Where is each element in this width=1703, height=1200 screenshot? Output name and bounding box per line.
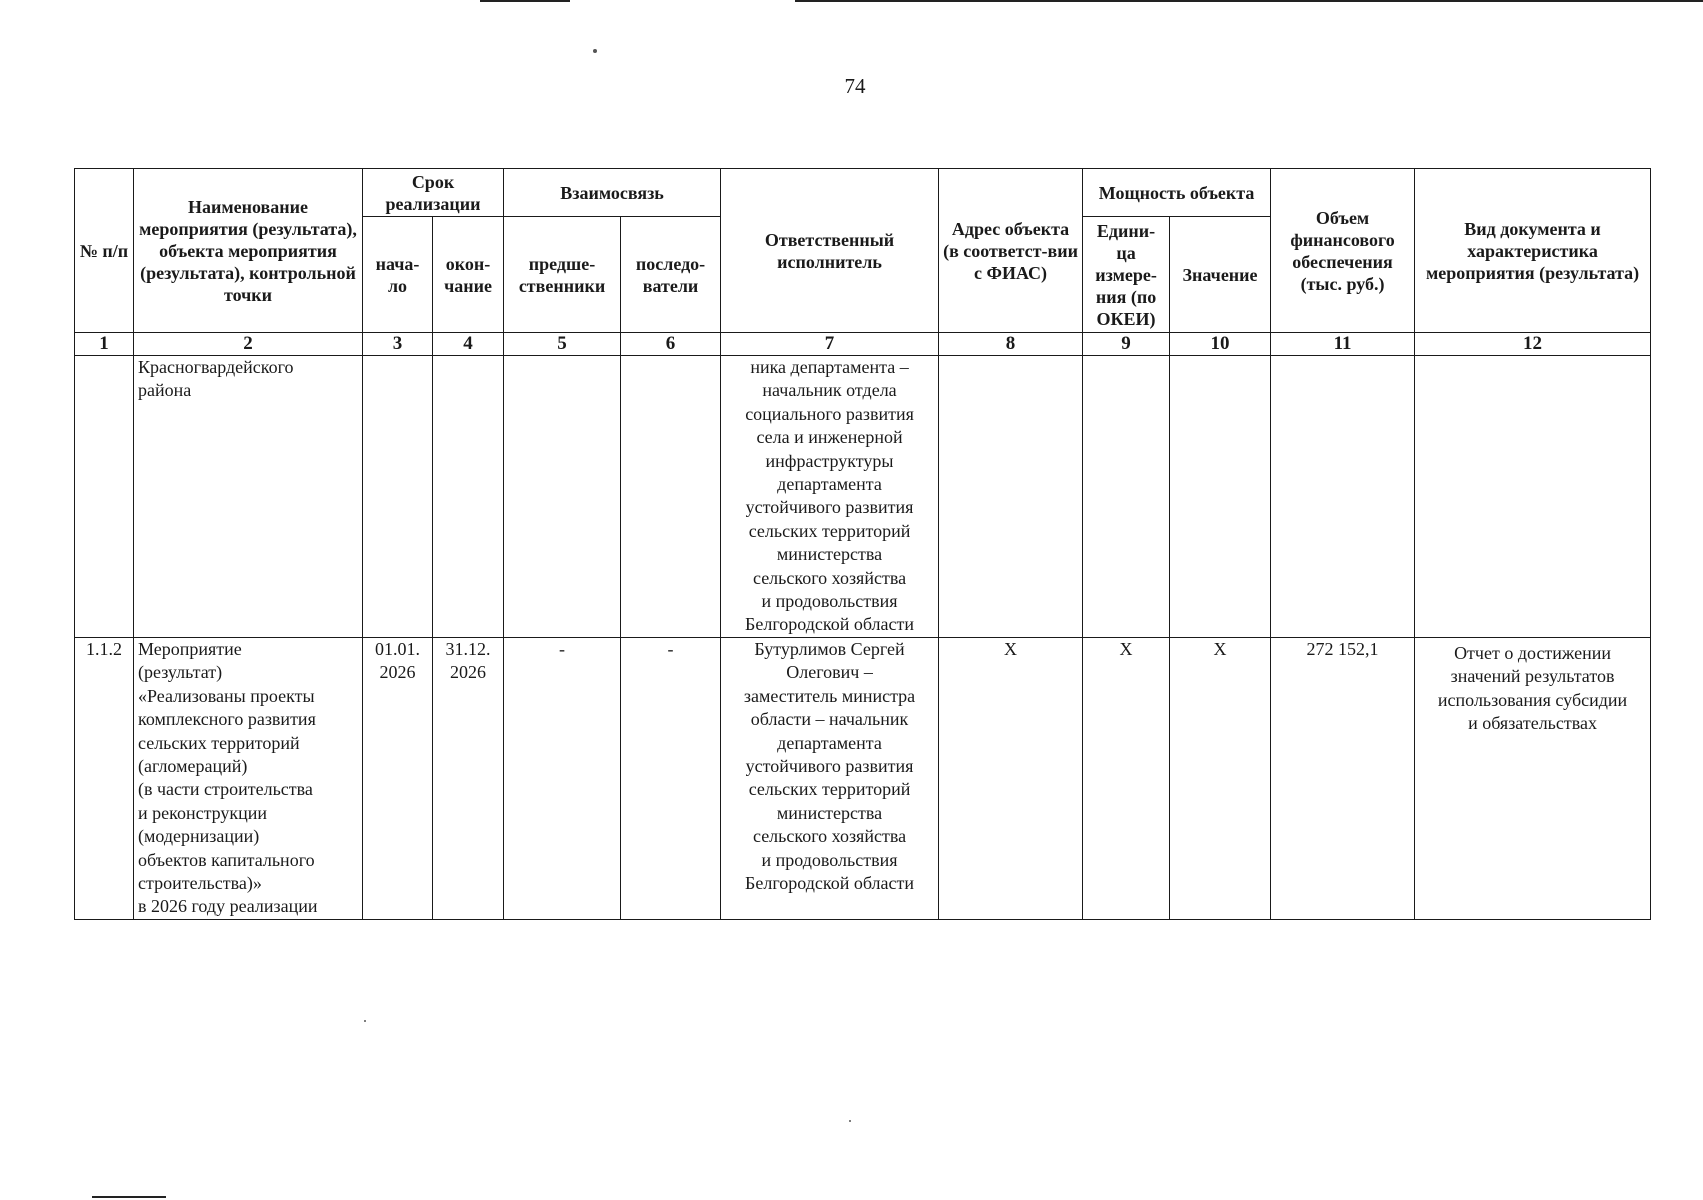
row-document: Отчет о достижении значений результатов использования субсидии и обязательствах <box>1415 637 1651 919</box>
speck <box>364 1020 366 1022</box>
column-number: 8 <box>939 333 1083 356</box>
row-unit <box>1083 356 1170 638</box>
column-number: 1 <box>75 333 134 356</box>
page-number: 74 <box>844 74 866 98</box>
header-relation: Взаимосвязь <box>504 169 721 217</box>
row-num: 1.1.2 <box>75 637 134 919</box>
column-number: 7 <box>721 333 939 356</box>
row-predecessors <box>504 356 621 638</box>
header-address: Адрес объекта (в соответст-вии с ФИАС) <box>939 169 1083 333</box>
header-executor: Ответственный исполнитель <box>721 169 939 333</box>
row-predecessors: - <box>504 637 621 919</box>
speck <box>849 1120 851 1122</box>
column-number: 6 <box>621 333 721 356</box>
row-executor: ника департамента – начальник отдела социального развития села и инженерной инфраструктуры департамента устойчивого развития сельских территорий министерства сельского хозяйства и продовольствия Белгородской области <box>721 356 939 638</box>
row-start <box>363 356 433 638</box>
column-number: 9 <box>1083 333 1170 356</box>
row-end <box>433 356 504 638</box>
column-number: 2 <box>134 333 363 356</box>
row-name: Красногвардейского района <box>134 356 363 638</box>
column-number: 10 <box>1170 333 1271 356</box>
column-numbers-row <box>75 333 1651 356</box>
header-finance: Объем финансового обеспечения (тыс. руб.) <box>1271 169 1415 333</box>
header-name: Наименование мероприятия (результата), объекта мероприятия (результата), контрольной точки <box>134 169 363 333</box>
column-number: 11 <box>1271 333 1415 356</box>
row-finance: 272 152,1 <box>1271 637 1415 919</box>
header-capacity: Мощность объекта <box>1083 169 1271 217</box>
row-successors: - <box>621 637 721 919</box>
header-predecessors: предше- ственники <box>504 217 621 333</box>
row-name: Мероприятие (результат) «Реализованы проекты комплексного развития сельских территорий (агломераций) (в части строительства и реконструкции (модернизации) объектов капитального строительства)» в 2026 году реализации <box>134 637 363 919</box>
top-rule-right <box>795 0 1703 2</box>
header-successors: последо- ватели <box>621 217 721 333</box>
top-rule-left <box>480 0 570 2</box>
schedule-table <box>74 168 1651 920</box>
column-number: 12 <box>1415 333 1651 356</box>
bottom-rule <box>92 1196 166 1198</box>
header-period-start: нача- ло <box>363 217 433 333</box>
speck <box>593 49 597 53</box>
column-number: 4 <box>433 333 504 356</box>
row-address <box>939 356 1083 638</box>
header-num: № п/п <box>75 169 134 333</box>
row-value: Х <box>1170 637 1271 919</box>
row-successors <box>621 356 721 638</box>
header-period: Срок реализации <box>363 169 504 217</box>
row-num <box>75 356 134 638</box>
header-document: Вид документа и характеристика мероприятия (результата) <box>1415 169 1651 333</box>
schedule-table-container <box>74 168 1650 920</box>
row-end: 31.12. 2026 <box>433 637 504 919</box>
column-number: 5 <box>504 333 621 356</box>
row-unit: Х <box>1083 637 1170 919</box>
row-address: Х <box>939 637 1083 919</box>
table-row <box>75 637 1651 919</box>
table-row <box>75 356 1651 638</box>
column-number: 3 <box>363 333 433 356</box>
header-value: Значение <box>1170 217 1271 333</box>
row-document <box>1415 356 1651 638</box>
row-executor: Бутурлимов Сергей Олегович – заместитель министра области – начальник департамента устойчивого развития сельских территорий министерства сельского хозяйства и продовольствия Белгородской области <box>721 637 939 919</box>
header-unit: Едини- ца измере- ния (по ОКЕИ) <box>1083 217 1170 333</box>
row-finance <box>1271 356 1415 638</box>
row-value <box>1170 356 1271 638</box>
header-period-end: окон- чание <box>433 217 504 333</box>
row-start: 01.01. 2026 <box>363 637 433 919</box>
